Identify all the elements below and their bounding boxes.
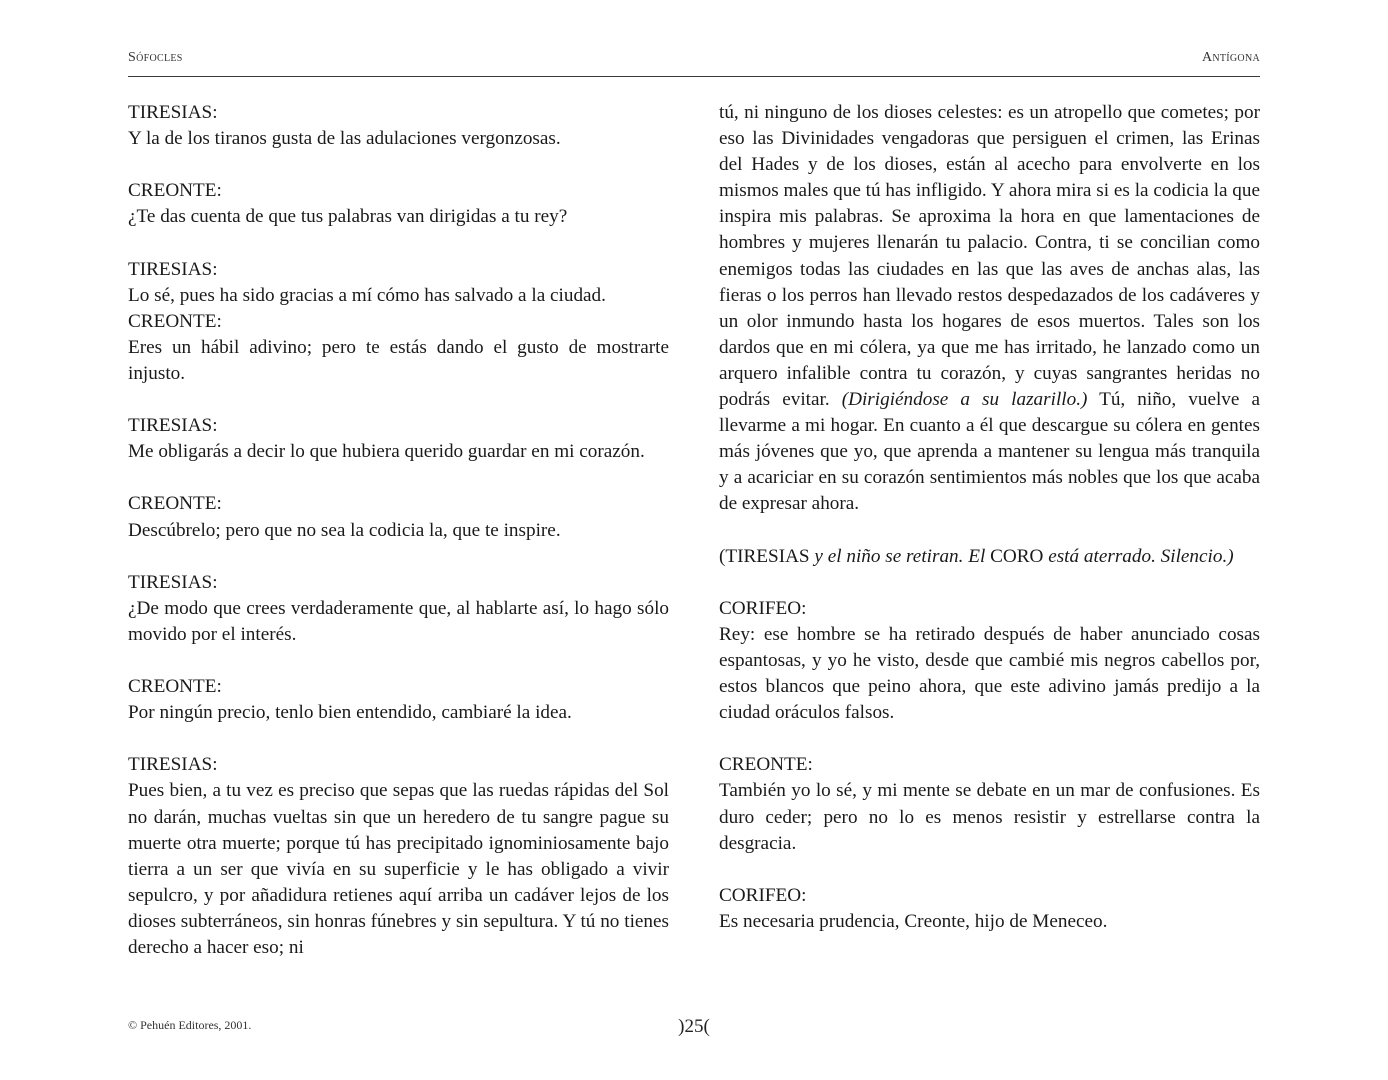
dialogue-block [128, 491, 669, 543]
dialogue-block [719, 883, 1260, 935]
speech-text: Rey: ese hombre se ha retirado después de haber anunciado cosas espantosas, y yo he visto, desde que cambié mis negros cabellos por, estos blancos que peino ahora, que este adivino jamás predijo a la ciudad oráculos falsos. [719, 623, 1260, 724]
speaker-name: TIRESIAS: [128, 102, 218, 123]
stage-direction-name: (TIRESIAS [719, 545, 810, 567]
dialogue-block [719, 596, 1260, 726]
speaker-name: CREONTE: [128, 310, 222, 332]
stage-direction-name: CORO [990, 545, 1044, 567]
dialogue-block [128, 309, 669, 387]
speech-text: Y la de los tiranos gusta de las adulaciones vergonzosas. [128, 128, 561, 150]
left-column [128, 100, 669, 961]
dialogue-block [128, 100, 669, 152]
dialogue-block [128, 413, 669, 465]
dialogue-block [128, 674, 669, 726]
speaker-name: TIRESIAS: [128, 258, 218, 280]
speaker-name: TIRESIAS: [128, 571, 218, 593]
speech-text: Eres un hábil adivino; pero te estás dando el gusto de mostrarte injusto. [128, 336, 669, 384]
speaker-name: CREONTE: [128, 180, 222, 202]
dialogue-block [128, 752, 669, 961]
speech-text: Me obligarás a decir lo que hubiera querido guardar en mi corazón. [128, 441, 645, 463]
speaker-name: CORIFEO: [719, 884, 807, 906]
dialogue-block [128, 257, 669, 309]
speaker-name: CORIFEO: [719, 597, 807, 619]
speaker-name: CREONTE: [128, 676, 222, 698]
dialogue-block [128, 570, 669, 648]
speech-text: tú, ni ninguno de los dioses celestes: es un atropello que cometes; por eso las Divinidades vengadoras que persiguen el crimen, las Erinas del Hades y de los dioses, están al acecho para envolverte en los mismos males que tú has infligido. Y ahora mira si es la codicia la que inspira mis palabras. Se aproxima la hora en que lamentaciones de hombres y mujeres llenarán tu palacio. Contra, ti se concilian como enemigos todas las ciudades en las que las aves de anchas alas, las fieras o los perros han llevado restos despedazados de los cadáveres y un olor inmundo hasta los hogares de esos muertos. Tales son los dardos que en mi cólera, ya que me has irritado, he lanzado como un arquero infalible contra tu corazón, y cuyas sangrantes heridas no podrás evitar. [719, 102, 1260, 411]
speech-continuation [719, 100, 1260, 518]
speech-text: Por ningún precio, tenlo bien entendido, cambiaré la idea. [128, 702, 572, 724]
speech-text: Lo sé, pues ha sido gracias a mí cómo has salvado a la ciudad. [128, 284, 606, 306]
running-header [128, 50, 1260, 77]
speaker-name: TIRESIAS: [128, 754, 218, 776]
dialogue-block [128, 178, 669, 230]
header-author: Sófocles [128, 50, 183, 65]
stage-direction-text: está aterrado. Silencio.) [1043, 545, 1234, 567]
speech-text: Pues bien, a tu vez es preciso que sepas que las ruedas rápidas del Sol no darán, muchas vueltas sin que un heredero de tu sangre pague su muerte otra muerte; porque tú has precipitado ignominiosamente bajo tierra a un ser que vivía en su superficie y le has obligado a vivir sepulcro, y por añadidura retienes aquí arriba un cadáver lejos de los dioses subterráneos, sin honras fúnebres y sin sepultura. Y tú no tienes derecho a hacer eso; ni [128, 780, 669, 958]
page-number: )25( [678, 1016, 710, 1037]
stage-direction [719, 544, 1260, 570]
stage-direction-text: y el niño se retiran. El [809, 545, 991, 567]
speech-text: También yo lo sé, y mi mente se debate en un mar de confusiones. Es duro ceder; pero no lo es menos resistir y estrellarse contra la desgracia. [719, 780, 1260, 854]
right-column [719, 100, 1260, 935]
speech-text: Es necesaria prudencia, Creonte, hijo de Meneceo. [719, 910, 1108, 932]
speaker-name: CREONTE: [128, 493, 222, 515]
speech-text: ¿Te das cuenta de que tus palabras van dirigidas a tu rey? [128, 206, 568, 228]
speech-text: ¿De modo que crees verdaderamente que, al hablarte así, lo hago sólo movido por el interés. [128, 597, 669, 645]
copyright-notice: © Pehuén Editores, 2001. [128, 1018, 252, 1032]
speaker-name: CREONTE: [719, 754, 813, 776]
stage-direction-inline: (Dirigiéndose a su lazarillo.) [841, 389, 1088, 411]
dialogue-block [719, 752, 1260, 856]
speech-text: Tú, niño, vuelve a llevarme a mi hogar. En cuanto a él que descargue su cólera en gentes más jóvenes que yo, que aprenda a mantener su lengua más tranquila y a acariciar en su corazón sentimientos más nobles que los que acaba de expresar ahora. [719, 389, 1260, 515]
speech-text: Descúbrelo; pero que no sea la codicia la, que te inspire. [128, 519, 561, 541]
speaker-name: TIRESIAS: [128, 415, 218, 437]
header-title: Antígona [1201, 50, 1260, 65]
